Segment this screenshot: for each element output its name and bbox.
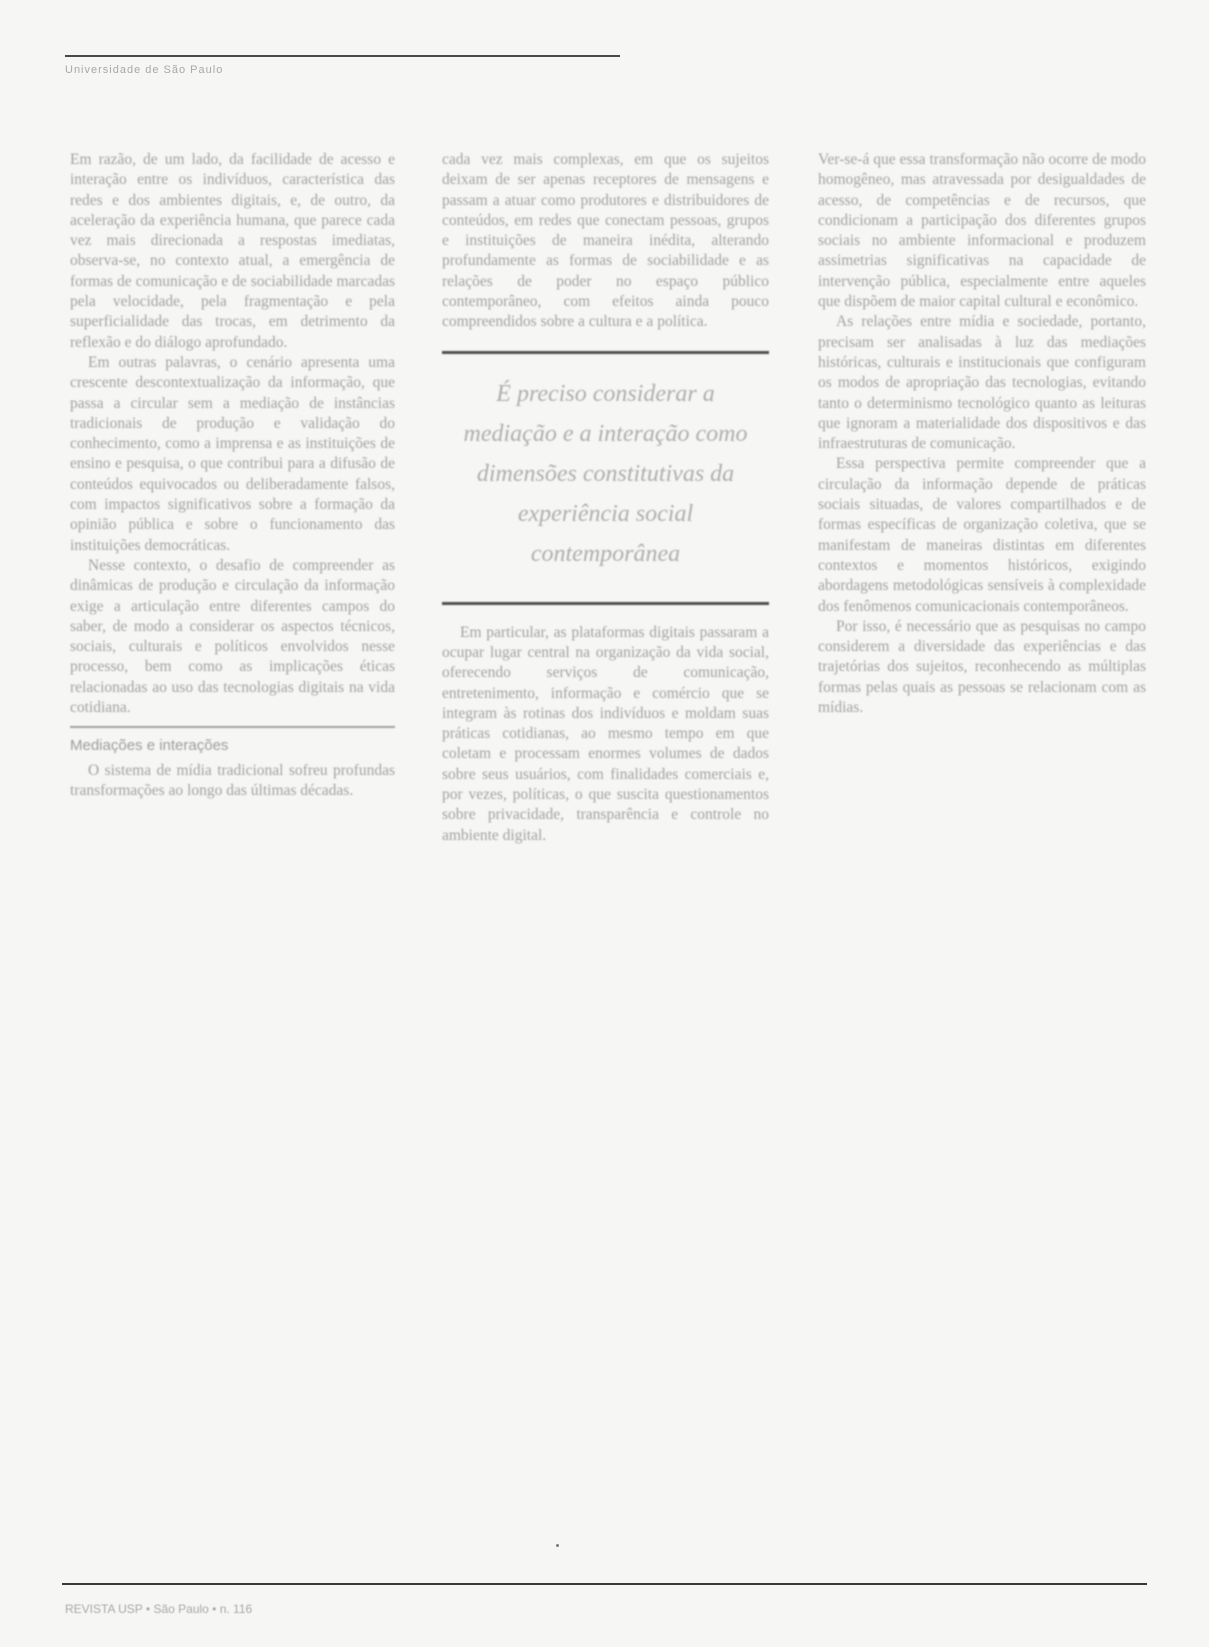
paragraph: Em outras palavras, o cenário apresenta uma crescente descontextualização da informação, que passa a circular sem a mediação de instâncias tradicionais de produção e validação do conhecimento, como a imprensa e as instituições de ensino e pesquisa, o que contribui para a difusão de conteúdos equivocados ou deliberadamente falsos, com impactos significativos sobre a formação da opinião pública e sobre o funcionamento das instituições democráticas. (70, 353, 395, 554)
footer-rule (62, 1583, 1147, 1585)
paragraph: Em particular, as plataformas digitais passaram a ocupar lugar central na organização da vida social, oferecendo serviços de comunicação, entretenimento, informação e comércio que se integram às rotinas dos indivíduos e moldam suas práticas cotidianas, ao mesmo tempo em que coletam e processam enormes volumes de dados sobre seus usuários, com finalidades comerciais e, por vezes, políticas, o que suscita questionamentos sobre privacidade, transparência e controle no ambiente digital. (442, 623, 769, 844)
paragraph: Essa perspectiva permite compreender que a circulação da informação depende de práticas sociais situadas, de valores compartilhados e de formas específicas de organização coletiva, que se manifestam de maneiras distintas em diferentes contextos e momentos históricos, exigindo abordagens metodológicas sensíveis à complexidade dos fenômenos comunicacionais contemporâneos. (818, 455, 1146, 615)
page-footer: REVISTA USP • São Paulo • n. 116 (65, 1602, 253, 1616)
column-1 (70, 150, 395, 801)
column-3 (818, 150, 1146, 718)
paragraph: As relações entre mídia e sociedade, portanto, precisam ser analisadas à luz das mediações históricas, culturais e institucionais que configuram os modos de apropriação das tecnologias, evitando tanto o determinismo tecnológico quanto as leituras que ignoram a materialidade dos dispositivos e das infraestruturas de comunicação. (818, 313, 1146, 453)
pull-quote: É preciso considerar a mediação e a interação como dimensões constitutivas da experiência social contemporânea (442, 351, 769, 605)
paragraph: Por isso, é necessário que as pesquisas no campo considerem a diversidade das experiências e das trajetórias dos sujeitos, reconhecendo as múltiplas formas pelas quais as pessoas se relacionam com as mídias. (818, 617, 1146, 717)
paragraph: Em razão, de um lado, da facilidade de acesso e interação entre os indivíduos, característica das redes e dos ambientes digitais, e, de outro, da aceleração da experiência humana, que parece cada vez mais direcionada a respostas imediatas, observa-se, no contexto atual, a emergência de formas de comunicação e de sociabilidade marcadas pela velocidade, pela fragmentação e pela superficialidade das trocas, em detrimento da reflexão e do diálogo aprofundado. (70, 151, 395, 351)
paragraph: Ver-se-á que essa transformação não ocorre de modo homogêneo, mas atravessada por desigualdades de acesso, de competências e de recursos, que condicionam a participação dos diferentes grupos sociais no ambiente informacional e produzem assimetrias significativas na capacidade de intervenção pública, especialmente entre aqueles que dispõem de maior capital cultural e econômico. (818, 151, 1146, 311)
running-head: Universidade de São Paulo (65, 64, 224, 76)
speck (556, 1544, 559, 1547)
paragraph: Nesse contexto, o desafio de compreender as dinâmicas de produção e circulação da informação exige a articulação entre diferentes campos do saber, de modo a considerar os aspectos técnicos, sociais, culturais e políticos envolvidos nesse processo, bem como as implicações éticas relacionadas ao uso das tecnologias digitais na vida cotidiana. (70, 556, 395, 717)
column-2 (442, 150, 769, 846)
section-subheading: Mediações e interações (70, 726, 395, 756)
paragraph: O sistema de mídia tradicional sofreu profundas transformações ao longo das últimas décadas. (70, 761, 395, 799)
header-rule (65, 55, 620, 57)
paragraph: cada vez mais complexas, em que os sujeitos deixam de ser apenas receptores de mensagens e passam a atuar como produtores e distribuidores de conteúdos, em redes que conectam pessoas, grupos e instituições de maneira inédita, alterando profundamente as formas de sociabilidade e as relações de poder no espaço público contemporâneo, com efeitos ainda pouco compreendidos sobre a cultura e a política. (442, 151, 769, 331)
